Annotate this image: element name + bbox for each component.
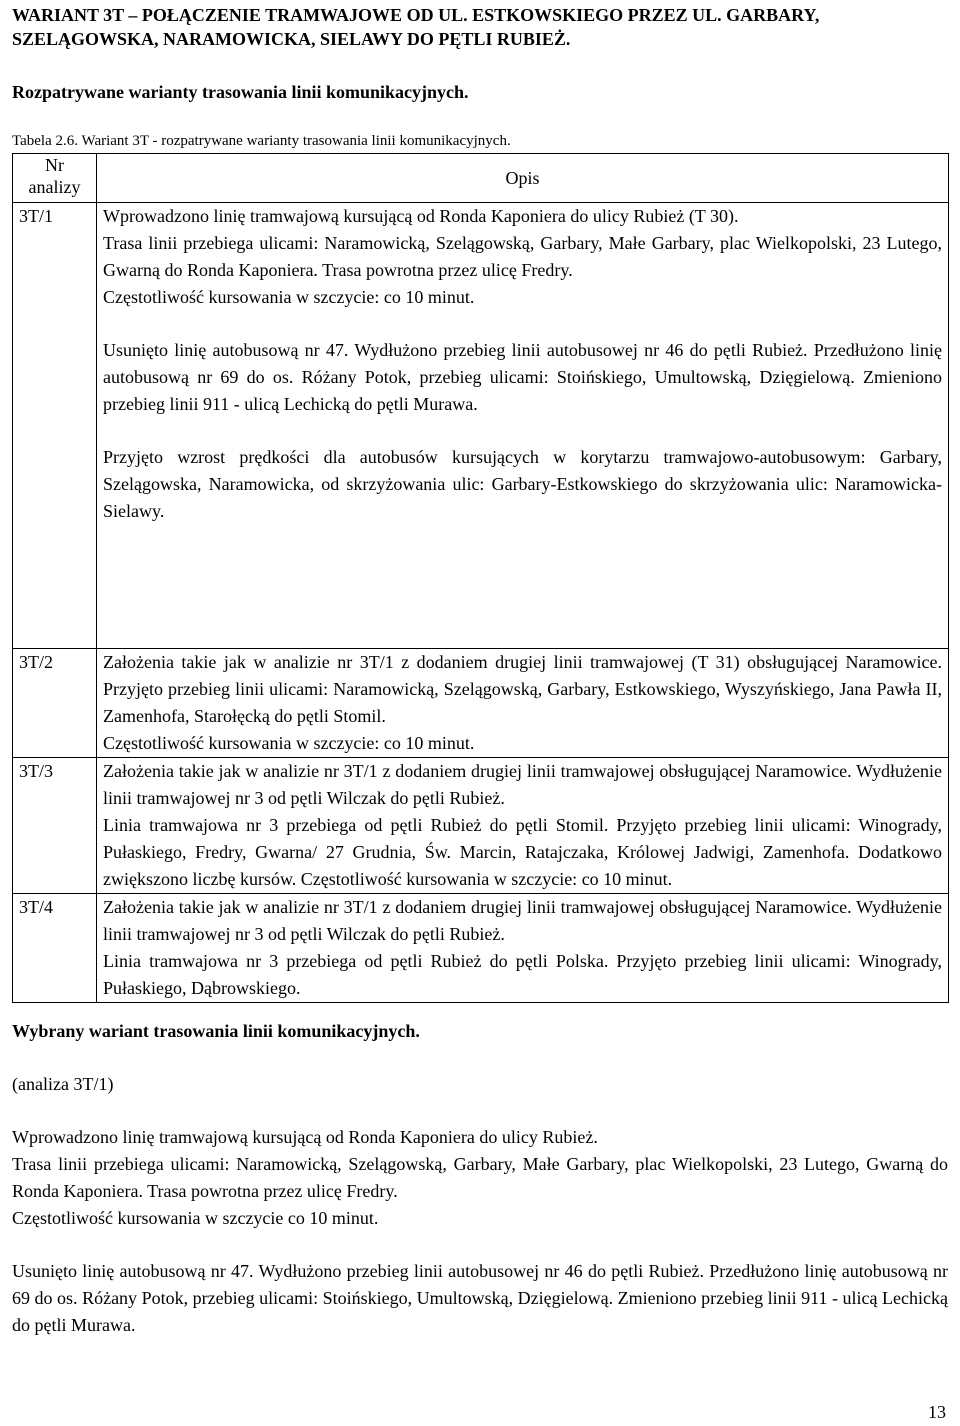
selected-bus-changes-block xyxy=(12,1258,948,1339)
table-header-row xyxy=(13,154,949,203)
selected-variant-heading: Wybrany wariant trasowania linii komunikacyjnych. xyxy=(12,1021,420,1041)
row-id: 3T/1 xyxy=(13,203,97,649)
row-description xyxy=(97,649,949,758)
table-row xyxy=(13,894,949,1003)
table-row xyxy=(13,758,949,894)
selected-description-block xyxy=(12,1124,948,1232)
row-id: 3T/2 xyxy=(13,649,97,758)
row-description xyxy=(97,894,949,1003)
table-row xyxy=(13,203,949,649)
column-header-nr-line1: Nr xyxy=(45,155,64,175)
selected-paragraph: Trasa linii przebiega ulicami: Naramowicką, Szelągowską, Garbary, Małe Garbary, plac Wielkopolski, 23 Lutego, Gwarną do Ronda Kaponiera. Trasa powrotna przez ulicę Fredry. xyxy=(12,1154,948,1201)
column-header-opis: Opis xyxy=(97,154,949,203)
selected-paragraph: Częstotliwość kursowania w szczycie co 10 minut. xyxy=(12,1208,379,1228)
row-id: 3T/3 xyxy=(13,758,97,894)
page-number: 13 xyxy=(928,1402,946,1422)
analysis-reference: (analiza 3T/1) xyxy=(12,1074,114,1094)
selected-paragraph: Wprowadzono linię tramwajową kursującą od Ronda Kaponiera do ulicy Rubież. xyxy=(12,1127,598,1147)
row-paragraph: Trasa linii przebiega ulicami: Naramowicką, Szelągowską, Garbary, Małe Garbary, plac Wielkopolski, 23 Lutego, Gwarną do Ronda Kaponiera. Trasa powrotna przez ulicę Fredry. xyxy=(103,233,942,280)
row-paragraph: Usunięto linię autobusową nr 47. Wydłużono przebieg linii autobusowej nr 46 do pętli Rubież. Przedłużono linię autobusową nr 69 do os. Różany Potok, przebieg ulicami: Stoińskiego, Umultowską, Dzięgielową. Zmieniono przebieg linii 911 - ulicą Lechicką do pętli Murawa. xyxy=(103,340,942,414)
table-row xyxy=(13,649,949,758)
row-description xyxy=(97,758,949,894)
row-id: 3T/4 xyxy=(13,894,97,1003)
document-title: WARIANT 3T – POŁĄCZENIE TRAMWAJOWE OD UL. ESTKOWSKIEGO PRZEZ UL. GARBARY, SZELĄGOWSKA, NARAMOWICKA, SIELAWY DO PĘTLI RUBIEŻ. xyxy=(12,5,820,49)
row-paragraph: Częstotliwość kursowania w szczycie: co 10 minut. xyxy=(103,287,475,307)
row-description xyxy=(97,203,949,649)
table-caption: Tabela 2.6. Wariant 3T - rozpatrywane warianty trasowania linii komunikacyjnych. xyxy=(12,133,511,149)
selected-paragraph: Usunięto linię autobusową nr 47. Wydłużono przebieg linii autobusowej nr 46 do pętli Rubież. Przedłużono linię autobusową nr 69 do os. Różany Potok, przebieg ulicami: Stoińskiego, Umultowską, Dzięgielową. Zmieniono przebieg linii 911 - ulicą Lechicką do pętli Murawa. xyxy=(12,1261,948,1335)
row-paragraph: Założenia takie jak w analizie nr 3T/1 z dodaniem drugiej linii tramwajowej obsługującej Naramowice. Wydłużenie linii tramwajowej nr 3 od pętli Wilczak do pętli Rubież. xyxy=(103,897,942,944)
row-paragraph: Przyjęto wzrost prędkości dla autobusów kursujących w korytarzu tramwajowo-autobusowym: Garbary, Szelągowska, Naramowicka, od skrzyżowania ulic: Garbary-Estkowskiego do skrzyżowania ulic: Naramowicka-Sielawy. xyxy=(103,447,942,521)
row-paragraph: Wprowadzono linię tramwajową kursującą od Ronda Kaponiera do ulicy Rubież (T 30). xyxy=(103,206,739,226)
row-paragraph: Założenia takie jak w analizie nr 3T/1 z dodaniem drugiej linii tramwajowej obsługującej Naramowice. Wydłużenie linii tramwajowej nr 3 od pętli Wilczak do pętli Rubież. xyxy=(103,761,942,808)
column-header-nr-line2: analizy xyxy=(28,177,81,197)
row-paragraph: Linia tramwajowa nr 3 przebiega od pętli Rubież do pętli Polska. Przyjęto przebieg linii ulicami: Winogrady, Pułaskiego, Dąbrowskiego. xyxy=(103,951,942,998)
row-paragraph: Linia tramwajowa nr 3 przebiega od pętli Rubież do pętli Stomil. Przyjęto przebieg linii ulicami: Winogrady, Pułaskiego, Fredry, Gwarna/ 27 Grudnia, Św. Marcin, Ratajczaka, Królowej Jadwigi, Zamenhofa. Dodatkowo zwiększono liczbę kursów. Częstotliwość kursowania w szczycie: co 10 minut. xyxy=(103,815,942,889)
row-paragraph: Założenia takie jak w analizie nr 3T/1 z dodaniem drugiej linii tramwajowej (T 31) obsługującej Naramowice. Przyjęto przebieg linii ulicami: Naramowicką, Szelągowską, Garbary, Estkowskiego, Wyszyńskiego, Jana Pawła II, Zamenhofa, Starołęcką do pętli Stomil. xyxy=(103,652,942,726)
section-heading: Rozpatrywane warianty trasowania linii komunikacyjnych. xyxy=(12,82,469,102)
variants-table xyxy=(12,153,949,1003)
column-header-nr xyxy=(13,154,97,203)
row-paragraph: Częstotliwość kursowania w szczycie: co 10 minut. xyxy=(103,733,475,753)
